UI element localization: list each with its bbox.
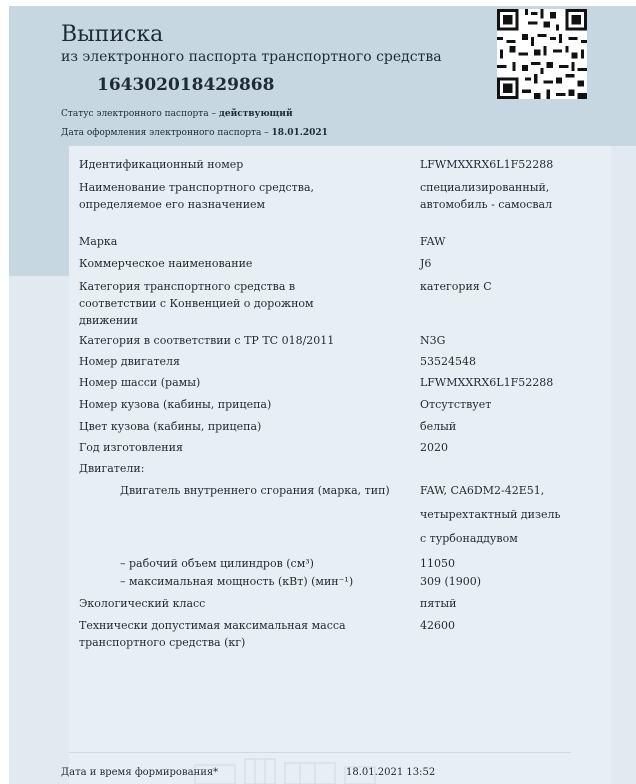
document-title: Выписка bbox=[61, 22, 164, 47]
row-label: Категория транспортного средства в bbox=[79, 280, 296, 293]
row-label: – максимальная мощность (кВт) (мин⁻¹) bbox=[120, 575, 354, 588]
row-label: движении bbox=[79, 314, 138, 327]
row-label: транспортного средства (кг) bbox=[79, 636, 246, 649]
passport-number: 164302018429868 bbox=[97, 75, 275, 95]
row-label: Марка bbox=[79, 235, 118, 248]
row-value: 2020 bbox=[420, 441, 448, 454]
row-label: Номер шасси (рамы) bbox=[79, 376, 201, 389]
row-value: с турбонаддувом bbox=[420, 532, 518, 545]
passport-status bbox=[61, 108, 293, 120]
row-label: определяемое его назначением bbox=[79, 198, 266, 211]
document-subtitle: из электронного паспорта транспортного средства bbox=[61, 49, 442, 65]
row-value: 53524548 bbox=[420, 355, 476, 368]
row-label: соответствии с Конвенцией о дорожном bbox=[79, 297, 314, 310]
row-value: четырехтактный дизель bbox=[420, 508, 561, 521]
row-label: Категория в соответствии с ТР ТС 018/2011 bbox=[79, 334, 335, 347]
row-value: N3G bbox=[420, 334, 446, 347]
row-value: 42600 bbox=[420, 619, 455, 632]
row-value: FAW, CA6DM2-42E51, bbox=[420, 484, 545, 497]
row-value: LFWMXXRX6L1F52288 bbox=[420, 376, 554, 389]
row-value: LFWMXXRX6L1F52288 bbox=[420, 158, 554, 171]
row-label: Цвет кузова (кабины, прицепа) bbox=[79, 420, 262, 433]
generated-datetime-label: Дата и время формирования* bbox=[61, 767, 219, 778]
row-value: FAW bbox=[420, 235, 446, 248]
row-label: Номер двигателя bbox=[79, 355, 180, 368]
row-label: – рабочий объем цилиндров (см³) bbox=[120, 557, 314, 570]
issued-value: 18.01.2021 bbox=[271, 128, 328, 138]
row-value: специализированный, bbox=[420, 181, 550, 194]
row-label: Двигатель внутреннего сгорания (марка, тип) bbox=[120, 484, 390, 497]
row-value: пятый bbox=[420, 597, 457, 610]
row-value: белый bbox=[420, 420, 457, 433]
qr-code-icon bbox=[497, 9, 587, 99]
row-value: 11050 bbox=[420, 557, 455, 570]
row-label: Наименование транспортного средства, bbox=[79, 181, 314, 194]
section-label-engines: Двигатели: bbox=[79, 462, 145, 475]
status-label: Статус электронного паспорта – bbox=[61, 109, 219, 119]
row-value: Отсутствует bbox=[420, 398, 492, 411]
footer-divider bbox=[69, 752, 571, 753]
row-label: Коммерческое наименование bbox=[79, 257, 253, 270]
generated-datetime-value: 18.01.2021 13:52 bbox=[346, 767, 436, 778]
row-value: J6 bbox=[420, 257, 432, 270]
row-label: Технически допустимая максимальная масса bbox=[79, 619, 346, 632]
row-label: Идентификационный номер bbox=[79, 158, 244, 171]
row-label: Экологический класс bbox=[79, 597, 206, 610]
row-value: категория С bbox=[420, 280, 492, 293]
left-band bbox=[9, 146, 69, 276]
row-label: Номер кузова (кабины, прицепа) bbox=[79, 398, 272, 411]
row-label: Год изготовления bbox=[79, 441, 183, 454]
status-value: действующий bbox=[218, 109, 293, 119]
issued-label: Дата оформления электронного паспорта – bbox=[61, 128, 272, 138]
row-value: автомобиль - самосвал bbox=[420, 198, 553, 211]
row-value: 309 (1900) bbox=[420, 575, 482, 588]
passport-issue-date bbox=[61, 127, 328, 139]
